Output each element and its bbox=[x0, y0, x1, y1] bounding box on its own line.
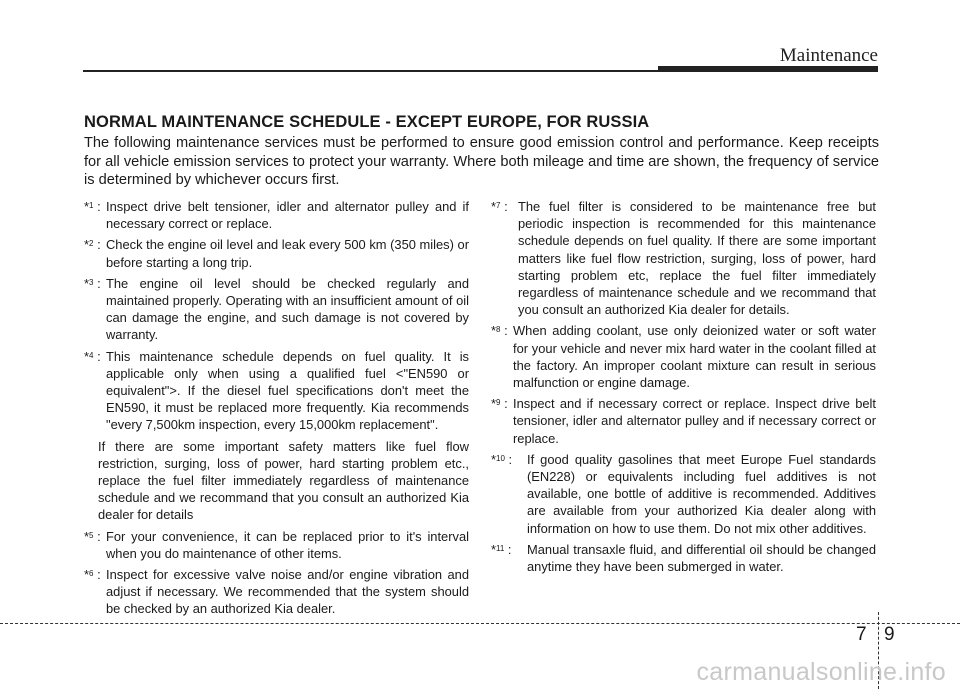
footnote-2: *$^2$ : Check the engine oil level and leak every 500 km (350 miles) or before starting a long trip. bbox=[84, 237, 469, 270]
chapter-number: 7 bbox=[856, 624, 867, 645]
footnote-4: *$^4$ : This maintenance schedule depends on fuel quality. It is applicable only when using a qualified fuel <"EN590 or equivalent">. If the diesel fuel specifications don't meet the EN590, it must be replaced more frequently. Kia recommends "every 7,500km inspection, every 15,000km replacement". bbox=[84, 348, 469, 433]
footnote-2-text: Check the engine oil level and leak every 500 km (350 miles) or before starting a long trip. bbox=[106, 237, 469, 270]
footnote-7-text: The fuel filter is considered to be maintenance free but periodic inspection is recommended for this maintenance schedule depends on fuel quality. If there are some important matters like fuel flow restriction, surging, loss of power, hard starting problem etc, replace the fuel filter immediately regardless of maintenance schedule and we recommand that you consult an authorized Kia dealer for details. bbox=[518, 199, 876, 318]
footnote-11: *$^{11}$ : Manual transaxle fluid, and differential oil should be changed anytime they have been submerged in water. bbox=[491, 541, 876, 575]
footnote-9: *$^9$ : Inspect and if necessary correct or replace. Inspect drive belt tensioner, idler and alternator pulley and if necessary correct or replace. bbox=[491, 396, 876, 446]
section-title: NORMAL MAINTENANCE SCHEDULE - EXCEPT EUROPE, FOR RUSSIA bbox=[84, 113, 650, 131]
footnote-8-text: When adding coolant, use only deionized water or soft water for your vehicle and never mix hard water in the coolant filled at the factory. An improper coolant mixture can result in serious malfunction or engine damage. bbox=[513, 323, 876, 391]
footnote-10-text: If good quality gasolines that meet Europe Fuel standards (EN228) or equivalents including fuel additives is not available, one bottle of additive is recommended. Additives are available from your authorized Kia dealer along with information on how to use them. Do not mix other additives. bbox=[527, 451, 876, 536]
page-header-title: Maintenance bbox=[779, 45, 878, 66]
footnote-4-extra: If there are some important safety matters like fuel flow restriction, surging, loss of power, hard starting problem etc., replace the fuel filter immediately regardless of maintenance schedule and we recommand that you consult an authorized Kia dealer for details bbox=[98, 438, 469, 523]
footnote-4-text: This maintenance schedule depends on fuel quality. It is applicable only when using a qualified fuel <"EN590 or equivalent">. If the diesel fuel specifications don't meet the EN590, it must be replaced more frequently. Kia recommends "every 7,500km inspection, every 15,000km replacement". bbox=[106, 348, 469, 433]
header-rule-thick bbox=[658, 66, 878, 72]
page-number: 9 bbox=[884, 624, 895, 645]
footnote-6: *$^6$ : Inspect for excessive valve noise and/or engine vibration and adjust if necessary. We recommended that the system should be checked by an authorized Kia dealer. bbox=[84, 567, 469, 617]
footnote-1-text: Inspect drive belt tensioner, idler and alternator pulley and if necessary correct or replace. bbox=[106, 199, 469, 232]
footnote-11-text: Manual transaxle fluid, and differential oil should be changed anytime they have been submerged in water. bbox=[527, 541, 876, 575]
footnote-5: *$^5$ : For your convenience, it can be replaced prior to it's interval when you do maintenance of other items. bbox=[84, 528, 469, 561]
header-rule-thin bbox=[83, 70, 658, 72]
right-column bbox=[491, 198, 876, 579]
footnote-5-text: For your convenience, it can be replaced prior to it's interval when you do maintenance of other items. bbox=[106, 528, 469, 561]
footnote-7: *$^7$ : The fuel filter is considered to be maintenance free but periodic inspection is recommended for this maintenance schedule depends on fuel quality. If there are some important matters like fuel flow restriction, surging, loss of power, hard starting problem etc, replace the fuel filter immediately regardless of maintenance schedule and we recommand that you consult an authorized Kia dealer for details. bbox=[491, 199, 876, 318]
footnote-3-text: The engine oil level should be checked regularly and maintained properly. Operating with an insufficient amount of oil can damage the engine, and such damage is not covered by warranty. bbox=[106, 275, 469, 343]
watermark: carmanualsonline.info bbox=[696, 658, 946, 686]
footer-dashed-rule bbox=[0, 623, 960, 624]
footnote-6-text: Inspect for excessive valve noise and/or engine vibration and adjust if necessary. We recommended that the system should be checked by an authorized Kia dealer. bbox=[106, 567, 469, 617]
intro-paragraph: The following maintenance services must be performed to ensure good emission control and performance. Keep receipts for all vehicle emission services to protect your warranty. Where both mileage and time are shown, the frequency of service is determined by whichever occurs first. bbox=[84, 135, 879, 188]
footnote-3: *$^3$ : The engine oil level should be checked regularly and maintained properly. Operating with an insufficient amount of oil can damage the engine, and such damage is not covered by warranty. bbox=[84, 275, 469, 343]
left-column bbox=[84, 198, 469, 622]
footnote-8: *$^8$ : When adding coolant, use only deionized water or soft water for your vehicle and never mix hard water in the coolant filled at the factory. An improper coolant mixture can result in serious malfunction or engine damage. bbox=[491, 323, 876, 391]
footnote-9-text: Inspect and if necessary correct or replace. Inspect drive belt tensioner, idler and alternator pulley and if necessary correct or replace. bbox=[513, 396, 876, 446]
footnote-1: *$^1$ : Inspect drive belt tensioner, idler and alternator pulley and if necessary correct or replace. bbox=[84, 199, 469, 232]
footnote-10: *$^{10}$ : If good quality gasolines that meet Europe Fuel standards (EN228) or equivalents including fuel additives is not available, one bottle of additive is recommended. Additives are available from your authorized Kia dealer along with information on how to use them. Do not mix other additives. bbox=[491, 451, 876, 536]
